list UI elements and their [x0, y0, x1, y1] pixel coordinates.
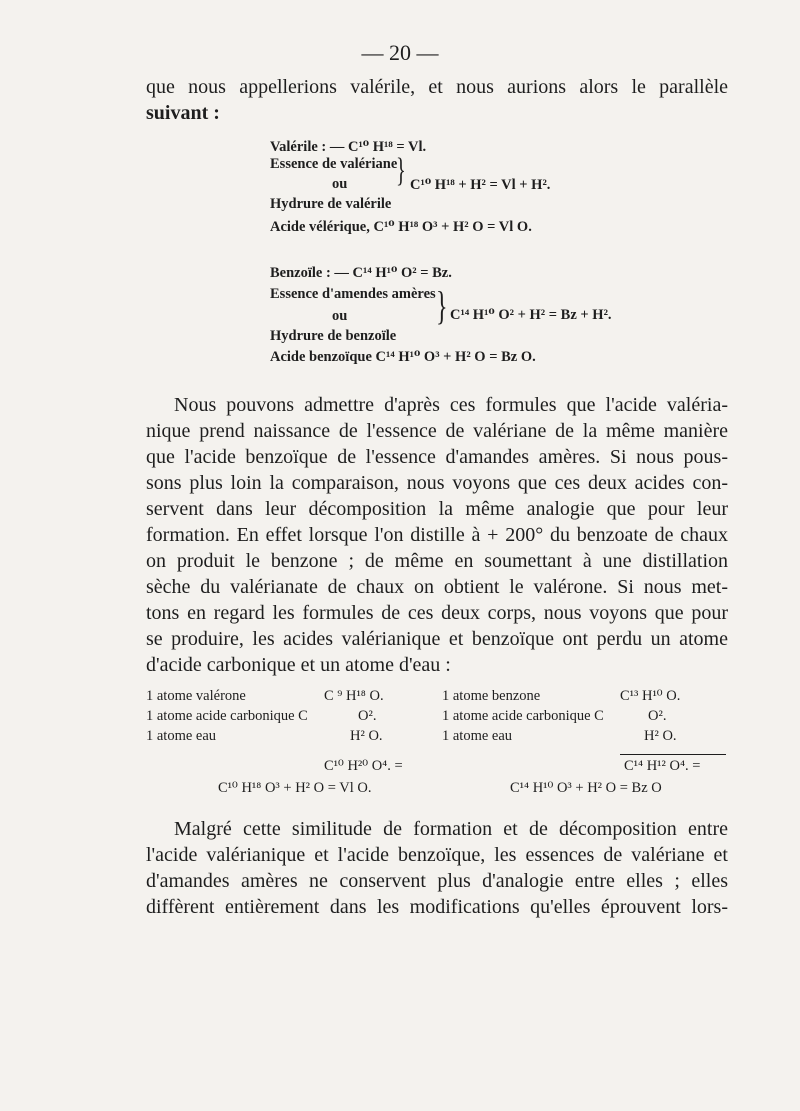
- table-row-formula: C ⁹ H¹⁸ O.: [324, 688, 384, 704]
- table-row: 1 atome eau: [442, 728, 513, 744]
- formula-ou: ou: [332, 176, 348, 192]
- table-divider: [620, 754, 726, 755]
- brace: }: [436, 283, 448, 328]
- brace: }: [396, 152, 406, 189]
- table-row-formula: O².: [648, 708, 667, 724]
- table-row: 1 atome eau: [146, 728, 217, 744]
- paragraph-conclusion: [146, 816, 728, 920]
- table-row: 1 atome benzone: [442, 688, 541, 704]
- formula-hydrure-valerile: Hydrure de valérile: [270, 196, 392, 212]
- table-row-formula: H² O.: [644, 728, 677, 744]
- formula-essence-amandes: Essence d'amendes amères: [270, 286, 436, 302]
- text-line: servent dans leur décomposition la même analogie que pour leur: [146, 498, 728, 520]
- table-sum: C¹⁴ H¹² O⁴. =: [624, 758, 701, 774]
- table-row-formula: O².: [358, 708, 377, 724]
- formula-valerile-definition: Valérile : — C¹⁰ H¹⁸ = Vl.: [270, 139, 427, 155]
- table-row-formula: H² O.: [350, 728, 383, 744]
- table-row-formula: C¹³ H¹⁰ O.: [620, 688, 681, 704]
- formula-hydrogenation-benzoile: C¹⁴ H¹⁰ O² + H² = Bz + H².: [450, 307, 612, 323]
- text-line: d'acide carbonique et un atome d'eau :: [146, 654, 451, 676]
- table-row: 1 atome acide carbonique C: [442, 708, 604, 724]
- formula-essence-valeriane: Essence de valériane: [270, 156, 398, 172]
- table-result: C¹⁰ H¹⁸ O³ + H² O = Vl O.: [218, 780, 372, 796]
- text-line: diffèrent entièrement dans les modifications qu'elles éprouvent lors-: [146, 896, 728, 918]
- table-sum: C¹⁰ H²⁰ O⁴. =: [324, 758, 403, 774]
- intro-text: [146, 74, 728, 126]
- formula-acide-benzoique: Acide benzoïque C¹⁴ H¹⁰ O³ + H² O = Bz O.: [270, 349, 536, 365]
- table-row: 1 atome valérone: [146, 688, 246, 704]
- formula-acide-valerique: Acide vélérique, C¹⁰ H¹⁸ O³ + H² O = Vl O.: [270, 219, 532, 235]
- text-line: sons plus loin la comparaison, nous voyons que ces deux acides con-: [146, 472, 728, 494]
- formula-hydrogenation-valerile: C¹⁰ H¹⁸ + H² = Vl + H².: [410, 177, 551, 193]
- text-line: tons en regard les formules de ces deux corps, nous voyons que pour: [146, 602, 728, 624]
- text-line: on produit le benzone ; de même en soumettant à une distillation: [146, 550, 728, 572]
- table-row: 1 atome acide carbonique C: [146, 708, 308, 724]
- formula-benzoile-definition: Benzoïle : — C¹⁴ H¹⁰ O² = Bz.: [270, 265, 452, 281]
- intro-line-2: suivant :: [146, 102, 220, 124]
- text-line: nique prend naissance de l'essence de valériane de la même manière: [146, 420, 728, 442]
- text-line: Malgré cette similitude de formation et de décomposition entre: [174, 818, 728, 840]
- text-line: formation. En effet lorsque l'on distille à + 200° du benzoate de chaux: [146, 524, 728, 546]
- intro-line-1: que nous appellerions valérile, et nous aurions alors le parallèle: [146, 76, 728, 98]
- table-result: C¹⁴ H¹⁰ O³ + H² O = Bz O: [510, 780, 662, 796]
- formula-hydrure-benzoile: Hydrure de benzoïle: [270, 328, 397, 344]
- text-line: sèche du valérianate de chaux on obtient le valérone. Si nous met-: [146, 576, 728, 598]
- text-line: Nous pouvons admettre d'après ces formules que l'acide valéria-: [174, 394, 728, 416]
- text-line: que l'acide benzoïque de l'essence d'amandes amères. Si nous pous-: [146, 446, 728, 468]
- text-line: l'acide valérianique et l'acide benzoïque, les essences de valériane et: [146, 844, 728, 866]
- paragraph-comparison: [146, 392, 728, 678]
- text-line: se produire, les acides valérianique et benzoïque ont perdu un atome: [146, 628, 728, 650]
- text-line: d'amandes amères ne conservent plus d'analogie entre elles ; elles: [146, 870, 728, 892]
- page-number: — 20 —: [361, 40, 439, 65]
- formula-ou: ou: [332, 308, 348, 324]
